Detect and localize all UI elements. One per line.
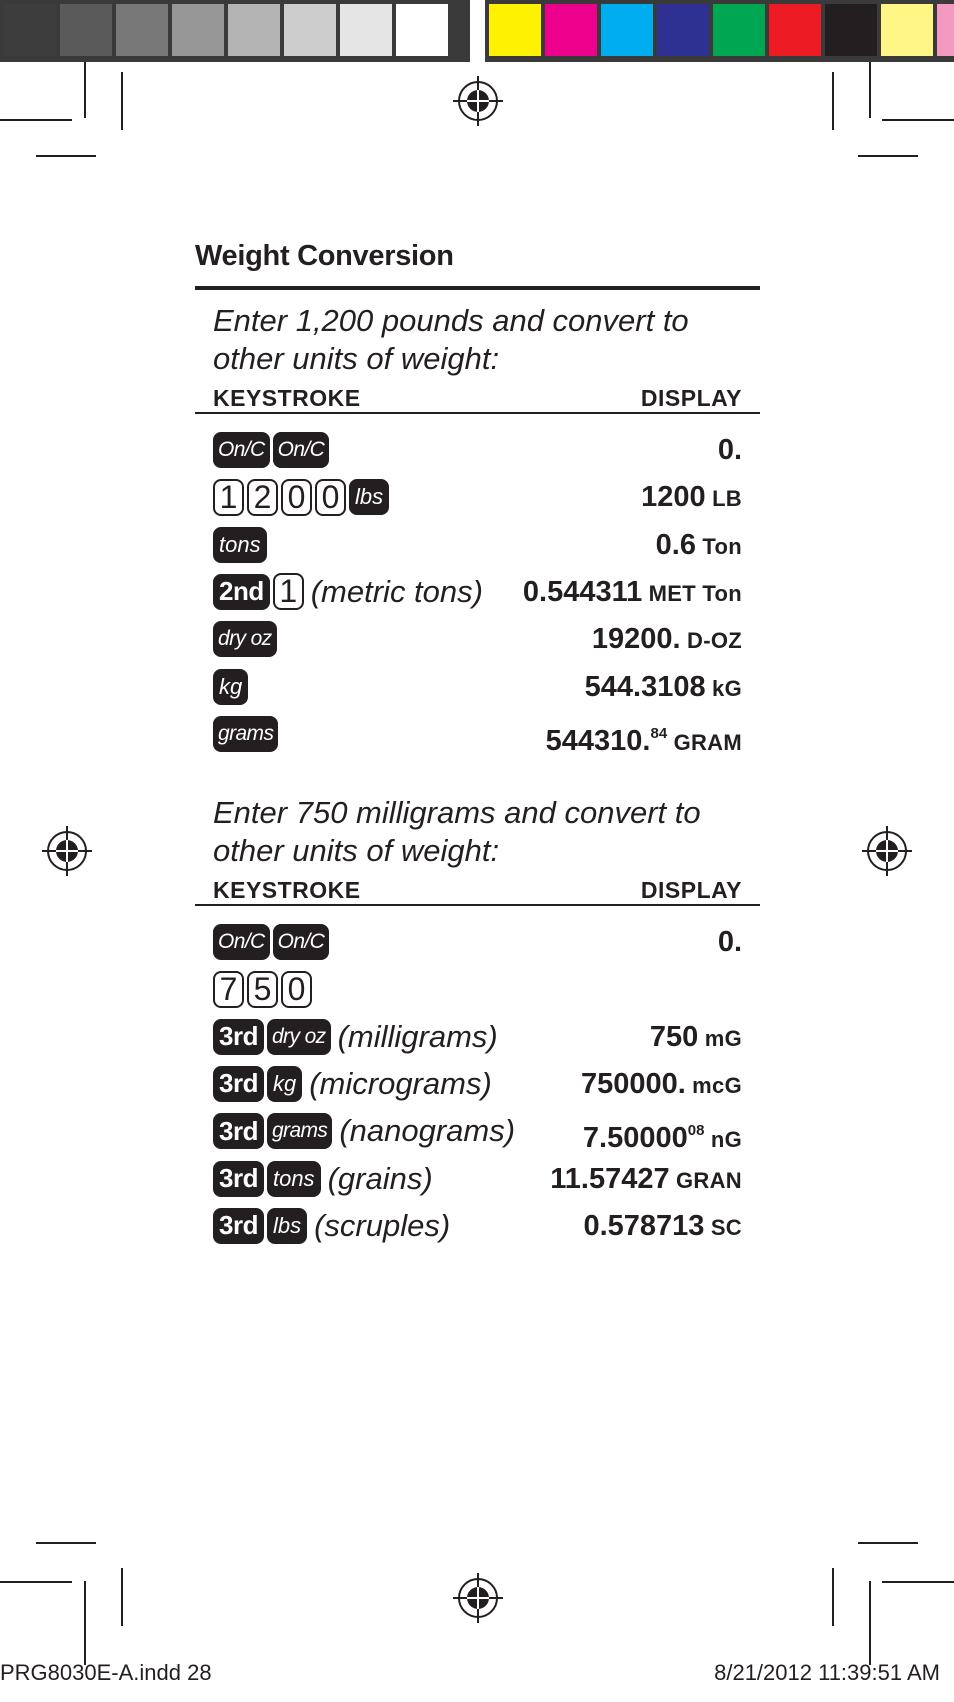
display-unit: mcG (685, 1072, 742, 1098)
registration-mark-icon (453, 76, 503, 126)
color-swatch (545, 4, 597, 56)
display-cell (545, 714, 742, 757)
title-divider (195, 286, 760, 290)
display-value: 19200. (591, 623, 681, 656)
display-cell (650, 1017, 742, 1057)
color-swatch (657, 4, 709, 56)
table-row (213, 1017, 742, 1057)
display-unit: mG (698, 1025, 742, 1051)
header-divider (195, 904, 760, 906)
color-swatch (601, 4, 653, 56)
display-exponent: 84 (650, 724, 668, 742)
display-value: 544.3108 (584, 670, 706, 703)
crop-mark (36, 1542, 96, 1544)
table-row (213, 1206, 742, 1246)
color-swatch (489, 4, 541, 56)
table-row (213, 922, 742, 962)
display-unit: kG (705, 675, 742, 701)
table-row (213, 1111, 742, 1155)
display-value: 544310. (545, 724, 651, 757)
gray-swatch (116, 4, 168, 56)
key-3rd: 3rd (213, 1161, 264, 1197)
key-0: 0 (281, 479, 312, 516)
gray-swatch (340, 4, 392, 56)
table-row (213, 667, 742, 707)
intro-line: other units of weight: (213, 833, 500, 868)
key-grams: grams (267, 1113, 332, 1149)
keystroke-cell (213, 477, 389, 517)
keystroke-note: (nanograms) (339, 1113, 516, 1149)
display-cell (523, 572, 742, 612)
crop-mark (0, 1581, 72, 1583)
display-value: 0.578713 (583, 1209, 705, 1242)
display-value: 1200 (641, 481, 706, 514)
keystroke-cell (213, 969, 312, 1009)
crop-mark (882, 119, 954, 121)
key-kg: kg (267, 1066, 302, 1102)
color-swatch (713, 4, 765, 56)
display-value: 0. (717, 434, 742, 466)
display-value: 0.6 (655, 528, 696, 561)
crop-mark (84, 62, 86, 118)
key-0: 0 (315, 479, 346, 516)
display-header: DISPLAY (640, 385, 742, 411)
display-unit: D-OZ (680, 628, 742, 654)
keystroke-cell (213, 1017, 498, 1057)
display-cell (641, 477, 742, 517)
key-dry-oz: dry oz (213, 621, 277, 657)
display-unit: LB (705, 486, 742, 512)
section2-intro (213, 794, 773, 870)
keystroke-note: (grains) (327, 1160, 433, 1196)
intro-line: other units of weight: (213, 341, 500, 376)
key-kg: kg (213, 669, 248, 705)
crop-mark (121, 72, 123, 130)
crop-mark (858, 155, 918, 157)
keystroke-header: KEYSTROKE (213, 385, 361, 411)
keystroke-note: (micrograms) (309, 1065, 492, 1101)
table-row (213, 969, 742, 1009)
display-value: 750000. (580, 1067, 686, 1100)
display-value: 11.57427 (550, 1162, 670, 1195)
keystroke-cell (213, 430, 329, 470)
display-cell (581, 1064, 742, 1104)
display-value: 0. (717, 926, 742, 958)
section1-intro (213, 302, 773, 378)
display-unit: GRAN (669, 1167, 742, 1193)
gray-swatch (228, 4, 280, 56)
keystroke-cell (213, 1206, 450, 1246)
crop-mark (869, 62, 871, 118)
keystroke-note: (milligrams) (337, 1018, 498, 1054)
registration-mark-icon (453, 1573, 503, 1623)
table-row (213, 525, 742, 565)
gray-swatch (60, 4, 112, 56)
keystroke-cell (213, 619, 277, 659)
table-row (213, 619, 742, 659)
key-3rd: 3rd (213, 1113, 264, 1149)
key-0: 0 (281, 971, 312, 1008)
key-1: 1 (273, 573, 304, 610)
keystroke-cell (213, 1111, 515, 1151)
key-lbs: lbs (267, 1208, 307, 1244)
gray-swatch (396, 4, 448, 56)
display-cell (582, 1111, 742, 1155)
print-color-bar (0, 0, 954, 62)
crop-mark (36, 155, 96, 157)
gray-swatch (4, 4, 56, 56)
color-swatch (937, 4, 954, 56)
display-cell (550, 1159, 742, 1199)
table-row (213, 572, 742, 612)
color-swatch (825, 4, 877, 56)
intro-line: Enter 750 milligrams and convert to (213, 795, 701, 830)
registration-mark-icon (862, 826, 912, 876)
keystroke-cell (213, 1159, 433, 1199)
registration-mark-icon (42, 826, 92, 876)
footer-timestamp: 8/21/2012 11:39:51 AM (714, 1660, 940, 1685)
keystroke-cell (213, 667, 248, 707)
table-row (213, 1159, 742, 1199)
grayscale-swatches (0, 0, 470, 62)
key-2nd: 2nd (213, 574, 270, 610)
keystroke-header: KEYSTROKE (213, 877, 361, 903)
crop-mark (121, 1568, 123, 1626)
display-unit: SC (704, 1214, 742, 1240)
crop-mark (869, 1581, 871, 1665)
display-exponent: 08 (687, 1122, 705, 1140)
crop-mark (832, 72, 834, 130)
display-cell (718, 922, 742, 962)
key-on-c: On/C (273, 924, 330, 960)
table-row (213, 477, 742, 517)
key-on-c: On/C (213, 924, 270, 960)
key-7: 7 (213, 971, 244, 1008)
crop-mark (0, 119, 72, 121)
header-divider (195, 412, 760, 414)
display-cell (656, 525, 742, 565)
keystroke-note: (scruples) (314, 1207, 451, 1243)
crop-mark (858, 1542, 918, 1544)
display-cell (718, 430, 742, 470)
display-value: 7.50000 (582, 1122, 688, 1155)
key-on-c: On/C (273, 432, 330, 468)
key-tons: tons (267, 1161, 321, 1197)
gray-swatch (284, 4, 336, 56)
display-unit: Ton (696, 533, 742, 559)
key-2: 2 (247, 479, 278, 516)
display-unit: nG (704, 1127, 742, 1153)
keystroke-cell (213, 572, 483, 612)
display-header: DISPLAY (640, 877, 742, 903)
crop-mark (832, 1568, 834, 1626)
display-cell (583, 1206, 742, 1246)
table-row (213, 714, 742, 757)
crop-mark (84, 1581, 86, 1665)
key-dry-oz: dry oz (267, 1019, 331, 1055)
display-unit: MET Ton (642, 580, 742, 606)
table-row (213, 430, 742, 470)
color-swatches (485, 0, 954, 62)
footer-filename: PRG8030E-A.indd 28 (0, 1660, 212, 1685)
display-value: 0.544311 (522, 575, 643, 608)
table-row (213, 1064, 742, 1104)
keystroke-note: (metric tons) (310, 573, 483, 609)
key-on-c: On/C (213, 432, 270, 468)
page-title: Weight Conversion (195, 240, 454, 272)
key-3rd: 3rd (213, 1208, 264, 1244)
key-5: 5 (247, 971, 278, 1008)
key-3rd: 3rd (213, 1019, 264, 1055)
key-1: 1 (213, 479, 244, 516)
intro-line: Enter 1,200 pounds and convert to (213, 303, 689, 338)
crop-mark (882, 1581, 954, 1583)
key-tons: tons (213, 527, 267, 563)
color-swatch (769, 4, 821, 56)
color-swatch (881, 4, 933, 56)
keystroke-cell (213, 525, 267, 565)
key-lbs: lbs (349, 479, 389, 515)
display-cell (585, 667, 742, 707)
keystroke-cell (213, 922, 329, 962)
gray-swatch (172, 4, 224, 56)
display-cell (592, 619, 742, 659)
keystroke-cell (213, 1064, 492, 1104)
display-unit: GRAM (667, 729, 742, 755)
key-grams: grams (213, 716, 278, 752)
keystroke-cell (213, 714, 278, 754)
display-value: 750 (649, 1020, 699, 1053)
key-3rd: 3rd (213, 1066, 264, 1102)
